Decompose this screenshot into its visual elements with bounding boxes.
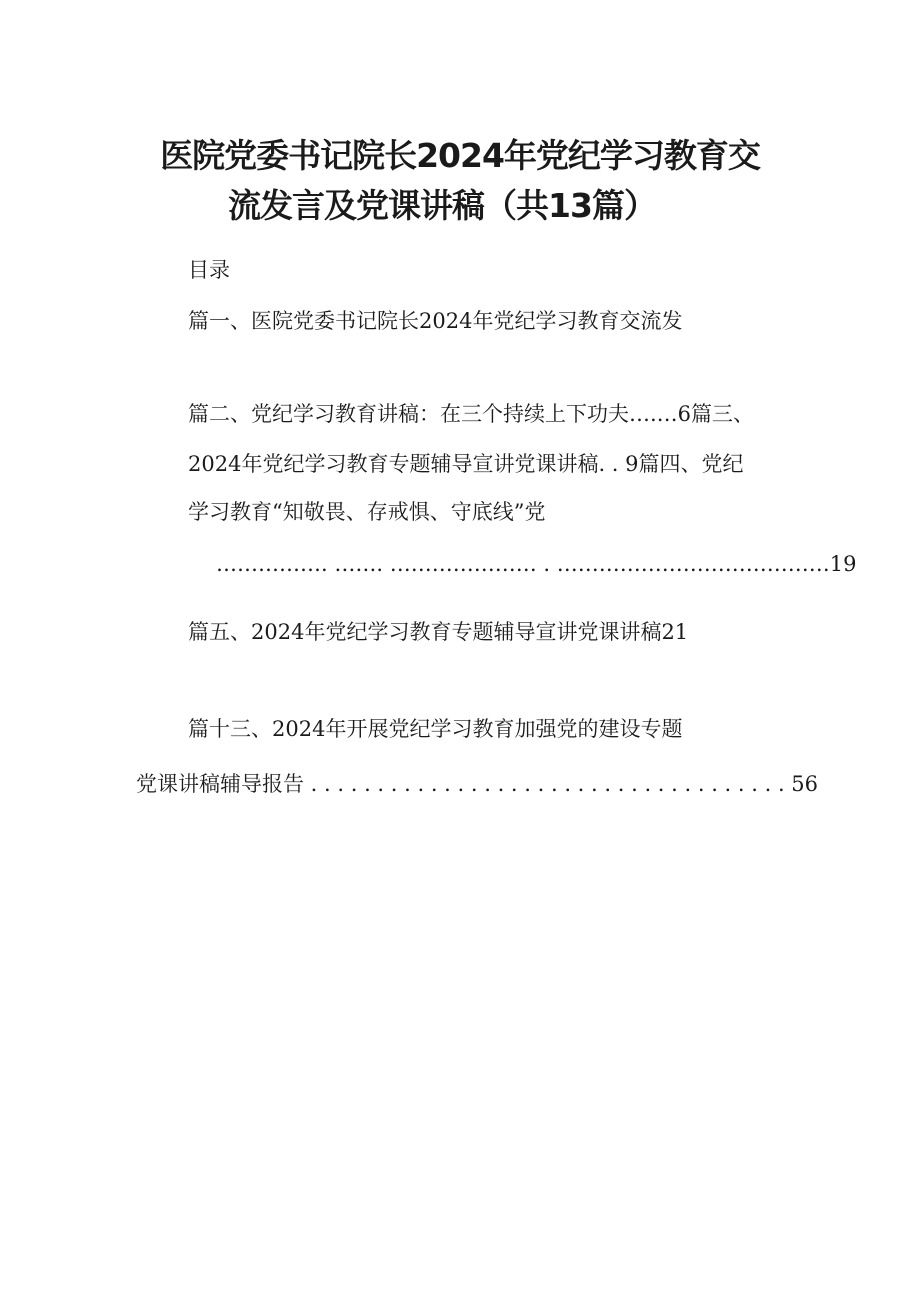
document-title-line-1: 医院党委书记院长2024年党纪学习教育交 xyxy=(160,136,760,175)
toc-entry-5[interactable]: 篇五、2024年党纪学习教育专题辅导宣讲党课讲稿21 xyxy=(188,620,689,644)
toc-entry-13-line[interactable]: 篇十三、2024年开展党纪学习教育加强党的建设专题 xyxy=(188,717,683,741)
toc-entry-13-leader[interactable]: 党课讲稿辅导报告 . . . . . . . . . . . . . . . . . . . . . . . . . . . . . . . . . . . . 56 xyxy=(136,772,819,796)
toc-entry-2-line[interactable]: 篇二、党纪学习教育讲稿：在三个持续上下功夫….…6篇三、 xyxy=(188,402,755,426)
toc-entry-4-leader: ……………. ……. ………………… . …………………………………19 xyxy=(216,552,857,576)
toc-entry-3-line[interactable]: 2024年党纪学习教育专题辅导宣讲党课讲稿. . 9篇四、党纪 xyxy=(188,452,744,476)
toc-entry-1[interactable]: 篇一、医院党委书记院长2024年党纪学习教育交流发 xyxy=(188,309,683,333)
toc-heading: 目录 xyxy=(188,258,230,282)
document-title-line-2: 流发言及党课讲稿（共13篇） xyxy=(228,186,656,225)
toc-entry-4-line[interactable]: 学习教育“知敬畏、存戒惧、守底线”党 xyxy=(188,500,546,524)
